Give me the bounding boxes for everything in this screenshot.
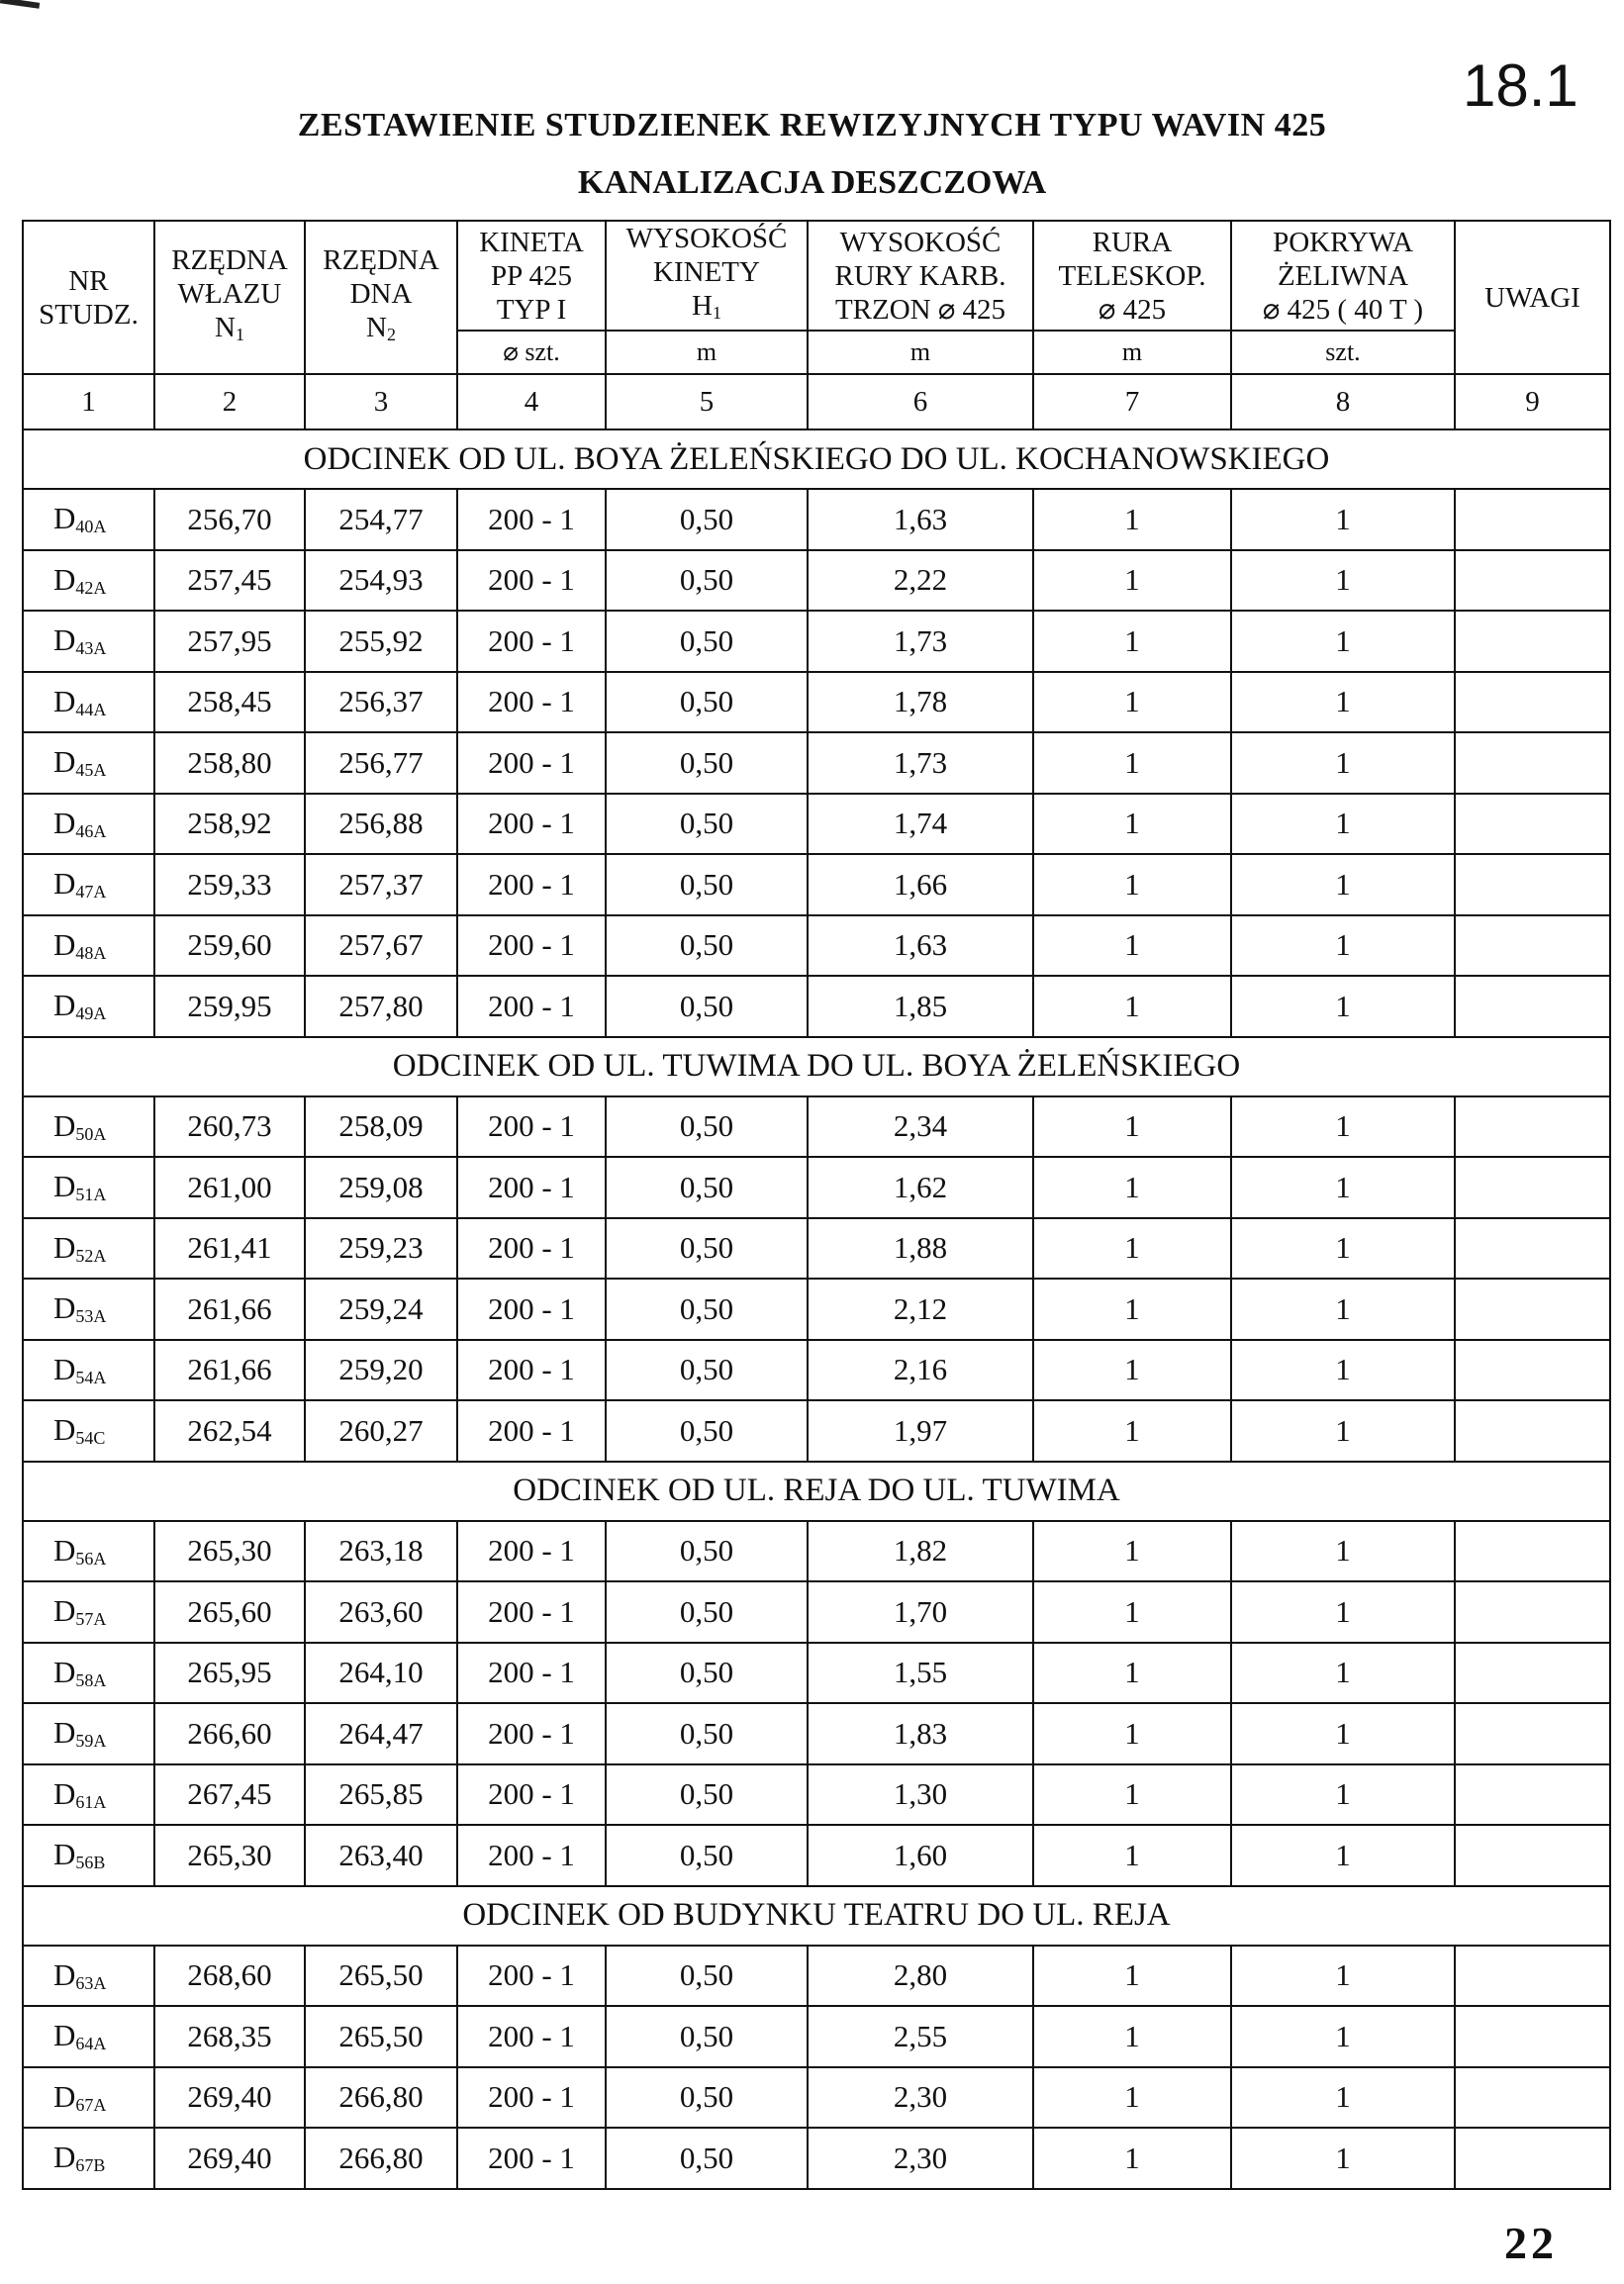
rzedna-dna-cell: 259,23	[305, 1218, 457, 1280]
uwagi-cell	[1455, 1157, 1610, 1218]
column-number: 2	[154, 374, 305, 429]
rzedna-wlazu-cell: 259,60	[154, 915, 305, 977]
rzedna-wlazu-cell: 265,95	[154, 1643, 305, 1704]
kineta-cell: 200 - 1	[457, 732, 606, 794]
uwagi-cell	[1455, 1279, 1610, 1340]
table-row	[23, 1946, 1610, 2007]
rzedna-dna-cell: 266,80	[305, 2128, 457, 2189]
rura-teleskop-cell: 1	[1033, 1521, 1231, 1582]
rzedna-wlazu-cell: 261,41	[154, 1218, 305, 1280]
kineta-cell: 200 - 1	[457, 1157, 606, 1218]
wysokosc-kinety-cell: 0,50	[606, 854, 808, 915]
uwagi-cell	[1455, 1643, 1610, 1704]
unit-wysokosc-kinety: m	[606, 331, 808, 374]
wysokosc-kinety-cell: 0,50	[606, 915, 808, 977]
wysokosc-kinety-cell: 0,50	[606, 1946, 808, 2007]
header-row	[23, 221, 1610, 331]
manhole-id-cell: $D_{61A}$	[23, 1764, 154, 1826]
column-number: 8	[1231, 374, 1455, 429]
rzedna-wlazu-cell: 267,45	[154, 1764, 305, 1826]
kineta-cell: 200 - 1	[457, 611, 606, 672]
table-row	[23, 1279, 1610, 1340]
kineta-cell: 200 - 1	[457, 1096, 606, 1158]
table-row	[23, 1703, 1610, 1764]
wysokosc-kinety-cell: 0,50	[606, 611, 808, 672]
rura-teleskop-cell: 1	[1033, 794, 1231, 855]
header-kineta: KINETA PP 425 TYP I	[457, 221, 606, 331]
wysokosc-kinety-cell: 0,50	[606, 2128, 808, 2189]
uwagi-cell	[1455, 1703, 1610, 1764]
table-row	[23, 1581, 1610, 1643]
rzedna-dna-cell: 264,10	[305, 1643, 457, 1704]
wysokosc-rury-cell: 1,88	[808, 1218, 1033, 1280]
uwagi-cell	[1455, 1521, 1610, 1582]
wysokosc-kinety-cell: 0,50	[606, 976, 808, 1037]
rzedna-wlazu-cell: 269,40	[154, 2128, 305, 2189]
pokrywa-cell: 1	[1231, 732, 1455, 794]
rura-teleskop-cell: 1	[1033, 1703, 1231, 1764]
rura-teleskop-cell: 1	[1033, 1581, 1231, 1643]
rura-teleskop-cell: 1	[1033, 732, 1231, 794]
pokrywa-cell: 1	[1231, 1764, 1455, 1826]
uwagi-cell	[1455, 1764, 1610, 1826]
wysokosc-rury-cell: 1,73	[808, 732, 1033, 794]
kineta-cell: 200 - 1	[457, 1340, 606, 1401]
rzedna-dna-cell: 259,20	[305, 1340, 457, 1401]
uwagi-cell	[1455, 1581, 1610, 1643]
manhole-id-cell: $D_{52A}$	[23, 1218, 154, 1280]
manhole-id-cell: $D_{47A}$	[23, 854, 154, 915]
scan-artifact	[0, 0, 40, 9]
manhole-id-cell: $D_{63A}$	[23, 1946, 154, 2007]
table-row	[23, 489, 1610, 550]
header-rzedna-dna: RZĘDNA DNA $N_2$	[305, 221, 457, 374]
rura-teleskop-cell: 1	[1033, 672, 1231, 733]
table-row	[23, 1764, 1610, 1826]
kineta-cell: 200 - 1	[457, 1643, 606, 1704]
table-row	[23, 1643, 1610, 1704]
kineta-cell: 200 - 1	[457, 1581, 606, 1643]
pokrywa-cell: 1	[1231, 794, 1455, 855]
wysokosc-rury-cell: 1,74	[808, 794, 1033, 855]
rzedna-dna-cell: 265,50	[305, 1946, 457, 2007]
uwagi-cell	[1455, 1946, 1610, 2007]
kineta-cell: 200 - 1	[457, 489, 606, 550]
manhole-id-cell: $D_{43A}$	[23, 611, 154, 672]
section-header-row	[23, 1462, 1610, 1521]
wysokosc-rury-cell: 1,73	[808, 611, 1033, 672]
kineta-cell: 200 - 1	[457, 1946, 606, 2007]
pokrywa-cell: 1	[1231, 976, 1455, 1037]
wysokosc-rury-cell: 2,30	[808, 2067, 1033, 2129]
rzedna-wlazu-cell: 268,60	[154, 1946, 305, 2007]
column-number: 4	[457, 374, 606, 429]
table-row	[23, 1400, 1610, 1462]
table-row	[23, 2006, 1610, 2067]
uwagi-cell	[1455, 1400, 1610, 1462]
rzedna-wlazu-cell: 258,45	[154, 672, 305, 733]
manhole-id-cell: $D_{51A}$	[23, 1157, 154, 1218]
table-row	[23, 1521, 1610, 1582]
pokrywa-cell: 1	[1231, 1340, 1455, 1401]
table-row	[23, 2128, 1610, 2189]
wysokosc-kinety-cell: 0,50	[606, 672, 808, 733]
wysokosc-kinety-cell: 0,50	[606, 1157, 808, 1218]
table-row	[23, 794, 1610, 855]
uwagi-cell	[1455, 794, 1610, 855]
rura-teleskop-cell: 1	[1033, 1946, 1231, 2007]
pokrywa-cell: 1	[1231, 1825, 1455, 1886]
pokrywa-cell: 1	[1231, 1521, 1455, 1582]
rzedna-wlazu-cell: 265,30	[154, 1521, 305, 1582]
rura-teleskop-cell: 1	[1033, 2006, 1231, 2067]
wysokosc-kinety-cell: 0,50	[606, 1521, 808, 1582]
manhole-id-cell: $D_{57A}$	[23, 1581, 154, 1643]
table-row	[23, 1218, 1610, 1280]
footer-page-number: 22	[1504, 2218, 1558, 2268]
rzedna-dna-cell: 257,37	[305, 854, 457, 915]
manhole-id-cell: $D_{59A}$	[23, 1703, 154, 1764]
column-number: 1	[23, 374, 154, 429]
manhole-id-cell: $D_{40A}$	[23, 489, 154, 550]
pokrywa-cell: 1	[1231, 915, 1455, 977]
wysokosc-rury-cell: 1,82	[808, 1521, 1033, 1582]
uwagi-cell	[1455, 489, 1610, 550]
section-header-row	[23, 1037, 1610, 1096]
pokrywa-cell: 1	[1231, 611, 1455, 672]
header-rzedna-wlazu: RZĘDNA WŁAZU $N_1$	[154, 221, 305, 374]
rzedna-dna-cell: 254,93	[305, 550, 457, 612]
column-number: 3	[305, 374, 457, 429]
rura-teleskop-cell: 1	[1033, 1643, 1231, 1704]
rzedna-dna-cell: 265,50	[305, 2006, 457, 2067]
wysokosc-kinety-cell: 0,50	[606, 1096, 808, 1158]
table-row	[23, 976, 1610, 1037]
header-nr-studz: NR STUDZ.	[23, 221, 154, 374]
section-title: ODCINEK OD UL. REJA DO UL. TUWIMA	[23, 1462, 1610, 1521]
rzedna-dna-cell: 259,24	[305, 1279, 457, 1340]
rzedna-dna-cell: 265,85	[305, 1764, 457, 1826]
pokrywa-cell: 1	[1231, 1279, 1455, 1340]
rzedna-wlazu-cell: 258,80	[154, 732, 305, 794]
wysokosc-rury-cell: 1,63	[808, 489, 1033, 550]
rzedna-dna-cell: 260,27	[305, 1400, 457, 1462]
rzedna-wlazu-cell: 261,66	[154, 1279, 305, 1340]
pokrywa-cell: 1	[1231, 1157, 1455, 1218]
uwagi-cell	[1455, 732, 1610, 794]
rzedna-wlazu-cell: 259,33	[154, 854, 305, 915]
wysokosc-rury-cell: 1,66	[808, 854, 1033, 915]
manhole-id-cell: $D_{58A}$	[23, 1643, 154, 1704]
rzedna-wlazu-cell: 268,35	[154, 2006, 305, 2067]
table-row	[23, 854, 1610, 915]
table-row	[23, 1096, 1610, 1158]
kineta-cell: 200 - 1	[457, 1279, 606, 1340]
rzedna-dna-cell: 256,77	[305, 732, 457, 794]
manhole-id-cell: $D_{48A}$	[23, 915, 154, 977]
rzedna-wlazu-cell: 265,30	[154, 1825, 305, 1886]
wysokosc-rury-cell: 1,55	[808, 1643, 1033, 1704]
rzedna-wlazu-cell: 261,00	[154, 1157, 305, 1218]
manhole-id-cell: $D_{46A}$	[23, 794, 154, 855]
column-number: 6	[808, 374, 1033, 429]
wysokosc-kinety-cell: 0,50	[606, 2067, 808, 2129]
rura-teleskop-cell: 1	[1033, 1400, 1231, 1462]
wysokosc-rury-cell: 2,12	[808, 1279, 1033, 1340]
rzedna-wlazu-cell: 259,95	[154, 976, 305, 1037]
pokrywa-cell: 1	[1231, 2067, 1455, 2129]
unit-pokrywa: szt.	[1231, 331, 1455, 374]
column-number: 5	[606, 374, 808, 429]
kineta-cell: 200 - 1	[457, 1218, 606, 1280]
manhole-id-cell: $D_{54C}$	[23, 1400, 154, 1462]
rzedna-wlazu-cell: 260,73	[154, 1096, 305, 1158]
uwagi-cell	[1455, 976, 1610, 1037]
pokrywa-cell: 1	[1231, 2006, 1455, 2067]
manhole-id-cell: $D_{56A}$	[23, 1521, 154, 1582]
column-numbers-row	[23, 374, 1610, 429]
wysokosc-kinety-cell: 0,50	[606, 1218, 808, 1280]
rzedna-dna-cell: 259,08	[305, 1157, 457, 1218]
rzedna-wlazu-cell: 266,60	[154, 1703, 305, 1764]
pokrywa-cell: 1	[1231, 2128, 1455, 2189]
wysokosc-rury-cell: 2,80	[808, 1946, 1033, 2007]
wysokosc-rury-cell: 1,62	[808, 1157, 1033, 1218]
kineta-cell: 200 - 1	[457, 2067, 606, 2129]
kineta-cell: 200 - 1	[457, 794, 606, 855]
wysokosc-rury-cell: 2,30	[808, 2128, 1033, 2189]
manhole-id-cell: $D_{54A}$	[23, 1340, 154, 1401]
rzedna-dna-cell: 256,88	[305, 794, 457, 855]
header-wysokosc-kinety: WYSOKOŚĆ KINETY $H_1$	[606, 221, 808, 331]
rzedna-dna-cell: 254,77	[305, 489, 457, 550]
rzedna-wlazu-cell: 269,40	[154, 2067, 305, 2129]
kineta-cell: 200 - 1	[457, 672, 606, 733]
rura-teleskop-cell: 1	[1033, 976, 1231, 1037]
rura-teleskop-cell: 1	[1033, 489, 1231, 550]
pokrywa-cell: 1	[1231, 1096, 1455, 1158]
rura-teleskop-cell: 1	[1033, 915, 1231, 977]
rura-teleskop-cell: 1	[1033, 1340, 1231, 1401]
wysokosc-kinety-cell: 0,50	[606, 1279, 808, 1340]
document-subtitle: KANALIZACJA DESZCZOWA	[577, 164, 1047, 201]
table-row	[23, 1825, 1610, 1886]
uwagi-cell	[1455, 915, 1610, 977]
uwagi-cell	[1455, 1825, 1610, 1886]
manhole-id-cell: $D_{45A}$	[23, 732, 154, 794]
header-rura-teleskop: RURA TELESKOP. ⌀ 425	[1033, 221, 1231, 331]
unit-rura-teleskop: m	[1033, 331, 1231, 374]
rzedna-wlazu-cell: 265,60	[154, 1581, 305, 1643]
pokrywa-cell: 1	[1231, 1400, 1455, 1462]
pokrywa-cell: 1	[1231, 550, 1455, 612]
wysokosc-rury-cell: 1,30	[808, 1764, 1033, 1826]
rzedna-dna-cell: 258,09	[305, 1096, 457, 1158]
table-row	[23, 611, 1610, 672]
wysokosc-kinety-cell: 0,50	[606, 550, 808, 612]
wysokosc-rury-cell: 1,85	[808, 976, 1033, 1037]
wysokosc-kinety-cell: 0,50	[606, 1400, 808, 1462]
uwagi-cell	[1455, 2006, 1610, 2067]
pokrywa-cell: 1	[1231, 1581, 1455, 1643]
column-number: 9	[1455, 374, 1610, 429]
rzedna-dna-cell: 257,67	[305, 915, 457, 977]
pokrywa-cell: 1	[1231, 1703, 1455, 1764]
rura-teleskop-cell: 1	[1033, 1825, 1231, 1886]
kineta-cell: 200 - 1	[457, 1400, 606, 1462]
table-row	[23, 915, 1610, 977]
kineta-cell: 200 - 1	[457, 976, 606, 1037]
manhole-id-cell: $D_{67B}$	[23, 2128, 154, 2189]
manhole-id-cell: $D_{56B}$	[23, 1825, 154, 1886]
rura-teleskop-cell: 1	[1033, 1279, 1231, 1340]
section-title: ODCINEK OD BUDYNKU TEATRU DO UL. REJA	[23, 1886, 1610, 1946]
rura-teleskop-cell: 1	[1033, 1096, 1231, 1158]
table-row	[23, 732, 1610, 794]
rzedna-dna-cell: 263,40	[305, 1825, 457, 1886]
kineta-cell: 200 - 1	[457, 915, 606, 977]
kineta-cell: 200 - 1	[457, 2128, 606, 2189]
kineta-cell: 200 - 1	[457, 854, 606, 915]
column-number: 7	[1033, 374, 1231, 429]
uwagi-cell	[1455, 2067, 1610, 2129]
rzedna-wlazu-cell: 262,54	[154, 1400, 305, 1462]
table-row	[23, 550, 1610, 612]
wysokosc-kinety-cell: 0,50	[606, 1581, 808, 1643]
rura-teleskop-cell: 1	[1033, 1764, 1231, 1826]
manhole-id-cell: $D_{64A}$	[23, 2006, 154, 2067]
wysokosc-kinety-cell: 0,50	[606, 1340, 808, 1401]
wysokosc-rury-cell: 1,60	[808, 1825, 1033, 1886]
uwagi-cell	[1455, 1218, 1610, 1280]
manhole-id-cell: $D_{50A}$	[23, 1096, 154, 1158]
manhole-id-cell: $D_{53A}$	[23, 1279, 154, 1340]
manholes-table	[22, 220, 1611, 2190]
kineta-cell: 200 - 1	[457, 1521, 606, 1582]
rura-teleskop-cell: 1	[1033, 550, 1231, 612]
pokrywa-cell: 1	[1231, 1946, 1455, 2007]
rura-teleskop-cell: 1	[1033, 2067, 1231, 2129]
header-wysokosc-rury: WYSOKOŚĆ RURY KARB. TRZON ⌀ 425	[808, 221, 1033, 331]
kineta-cell: 200 - 1	[457, 1703, 606, 1764]
manhole-id-cell: $D_{44A}$	[23, 672, 154, 733]
wysokosc-rury-cell: 1,63	[808, 915, 1033, 977]
uwagi-cell	[1455, 1340, 1610, 1401]
rzedna-wlazu-cell: 256,70	[154, 489, 305, 550]
section-title: ODCINEK OD UL. BOYA ŻELEŃSKIEGO DO UL. KOCHANOWSKIEGO	[23, 429, 1610, 489]
rura-teleskop-cell: 1	[1033, 1218, 1231, 1280]
wysokosc-rury-cell: 1,83	[808, 1703, 1033, 1764]
document-title: ZESTAWIENIE STUDZIENEK REWIZYJNYCH TYPU WAVIN 425	[297, 107, 1327, 143]
wysokosc-kinety-cell: 0,50	[606, 1764, 808, 1826]
rzedna-dna-cell: 263,60	[305, 1581, 457, 1643]
wysokosc-rury-cell: 1,78	[808, 672, 1033, 733]
wysokosc-kinety-cell: 0,50	[606, 489, 808, 550]
wysokosc-rury-cell: 1,97	[808, 1400, 1033, 1462]
manhole-id-cell: $D_{42A}$	[23, 550, 154, 612]
rzedna-dna-cell: 255,92	[305, 611, 457, 672]
rzedna-dna-cell: 264,47	[305, 1703, 457, 1764]
uwagi-cell	[1455, 2128, 1610, 2189]
wysokosc-kinety-cell: 0,50	[606, 1703, 808, 1764]
rzedna-wlazu-cell: 257,45	[154, 550, 305, 612]
rura-teleskop-cell: 1	[1033, 854, 1231, 915]
pokrywa-cell: 1	[1231, 489, 1455, 550]
pokrywa-cell: 1	[1231, 1643, 1455, 1704]
table-row	[23, 2067, 1610, 2129]
kineta-cell: 200 - 1	[457, 550, 606, 612]
wysokosc-kinety-cell: 0,50	[606, 1825, 808, 1886]
wysokosc-rury-cell: 2,22	[808, 550, 1033, 612]
manhole-id-cell: $D_{67A}$	[23, 2067, 154, 2129]
section-title: ODCINEK OD UL. TUWIMA DO UL. BOYA ŻELEŃSKIEGO	[23, 1037, 1610, 1096]
uwagi-cell	[1455, 611, 1610, 672]
rura-teleskop-cell: 1	[1033, 1157, 1231, 1218]
rzedna-wlazu-cell: 261,66	[154, 1340, 305, 1401]
wysokosc-kinety-cell: 0,50	[606, 1643, 808, 1704]
pokrywa-cell: 1	[1231, 854, 1455, 915]
rzedna-dna-cell: 256,37	[305, 672, 457, 733]
table-row	[23, 1340, 1610, 1401]
kineta-cell: 200 - 1	[457, 1764, 606, 1826]
rura-teleskop-cell: 1	[1033, 2128, 1231, 2189]
uwagi-cell	[1455, 550, 1610, 612]
manhole-id-cell: $D_{49A}$	[23, 976, 154, 1037]
wysokosc-kinety-cell: 0,50	[606, 2006, 808, 2067]
table-body	[23, 429, 1610, 2189]
pokrywa-cell: 1	[1231, 672, 1455, 733]
rzedna-wlazu-cell: 257,95	[154, 611, 305, 672]
rzedna-dna-cell: 263,18	[305, 1521, 457, 1582]
section-header-row	[23, 429, 1610, 489]
wysokosc-rury-cell: 2,55	[808, 2006, 1033, 2067]
section-header-row	[23, 1886, 1610, 1946]
rzedna-dna-cell: 266,80	[305, 2067, 457, 2129]
kineta-cell: 200 - 1	[457, 1825, 606, 1886]
rzedna-wlazu-cell: 258,92	[154, 794, 305, 855]
uwagi-cell	[1455, 1096, 1610, 1158]
header-pokrywa: POKRYWA ŻELIWNA ⌀ 425 ( 40 T )	[1231, 221, 1455, 331]
pokrywa-cell: 1	[1231, 1218, 1455, 1280]
header-uwagi: UWAGI	[1455, 221, 1610, 374]
table-row	[23, 1157, 1610, 1218]
page-number: 18.1	[1463, 52, 1578, 119]
uwagi-cell	[1455, 854, 1610, 915]
kineta-cell: 200 - 1	[457, 2006, 606, 2067]
wysokosc-kinety-cell: 0,50	[606, 732, 808, 794]
unit-wysokosc-rury: m	[808, 331, 1033, 374]
wysokosc-rury-cell: 2,34	[808, 1096, 1033, 1158]
rzedna-dna-cell: 257,80	[305, 976, 457, 1037]
wysokosc-rury-cell: 2,16	[808, 1340, 1033, 1401]
wysokosc-kinety-cell: 0,50	[606, 794, 808, 855]
uwagi-cell	[1455, 672, 1610, 733]
rura-teleskop-cell: 1	[1033, 611, 1231, 672]
wysokosc-rury-cell: 1,70	[808, 1581, 1033, 1643]
table-row	[23, 672, 1610, 733]
unit-kineta: ⌀ szt.	[457, 331, 606, 374]
